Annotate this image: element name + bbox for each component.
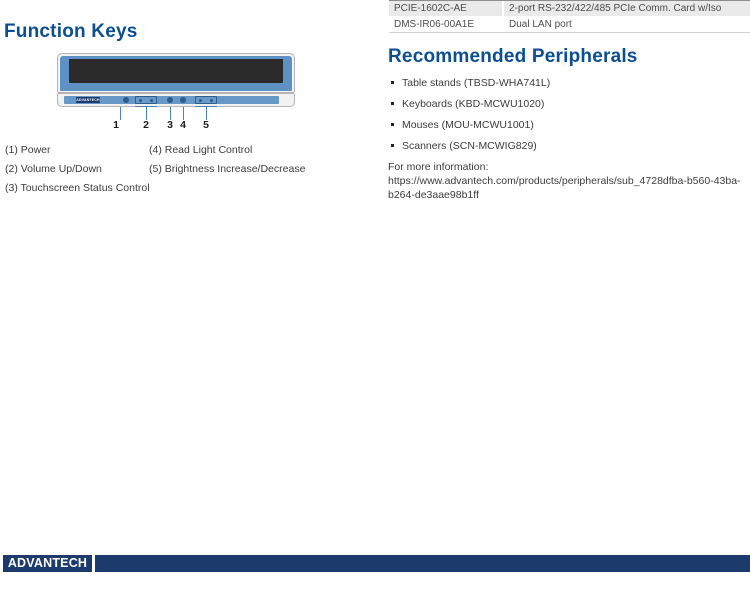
list-item-label: Table stands (TBSD-WHA741L): [402, 77, 551, 89]
monitor-bezel: [57, 53, 295, 93]
bullet-icon: [391, 102, 394, 105]
list-item-mouses: [391, 119, 534, 131]
legend-read-light: (4) Read Light Control: [149, 144, 253, 156]
bullet-icon: [391, 123, 394, 126]
description-cell: 2-port RS-232/422/485 PCIe Comm. Card w/Iso: [504, 1, 750, 16]
touchscreen-status-button-icon: [167, 97, 173, 103]
brightness-buttons-icon: [195, 96, 217, 104]
button-strip: [64, 96, 279, 104]
legend-brightness: (5) Brightness Increase/Decrease: [149, 163, 306, 175]
callout-number-3: 3: [167, 119, 173, 131]
legend-power: (1) Power: [5, 144, 51, 156]
part-number-cell: DMS-IR06-00A1E: [389, 17, 502, 32]
part-number-cell: PCIE-1602C-AE: [389, 1, 502, 16]
volume-buttons-icon: [135, 96, 157, 104]
table-row: [389, 17, 750, 33]
callout-number-1: 1: [113, 119, 119, 131]
front-panel-illustration: [57, 53, 295, 107]
accessories-table: [389, 0, 750, 33]
read-light-button-icon: [180, 97, 186, 103]
monitor-screen: [69, 59, 283, 83]
advantech-badge: ADVANTECH: [76, 98, 100, 102]
power-button-icon: [123, 97, 129, 103]
list-item-keyboards: [391, 98, 544, 110]
table-row: [389, 1, 750, 16]
callout-number-2: 2: [143, 119, 149, 131]
legend-volume: (2) Volume Up/Down: [5, 163, 102, 175]
callout-number-5: 5: [203, 119, 209, 131]
button-strip-bezel: [57, 93, 295, 107]
section-title-recommended-peripherals: Recommended Peripherals: [388, 46, 638, 67]
list-item-label: Scanners (SCN-MCWIG829): [402, 140, 537, 152]
legend-touchscreen: (3) Touchscreen Status Control: [5, 182, 150, 194]
list-item-label: Keyboards (KBD-MCWU1020): [402, 98, 545, 110]
footer-bar: [95, 555, 750, 572]
list-item-label: Mouses (MOU-MCWU1001): [402, 119, 534, 131]
advantech-logo: ADVANTECH: [3, 555, 92, 572]
monitor-frame: [60, 56, 292, 91]
callout-number-4: 4: [180, 119, 186, 131]
more-info-text: For more information: https://www.advantech.com/products/peripherals/sub_4728dfba-b560-43ba-b264-de3aae98b1ff: [388, 161, 741, 201]
section-title-function-keys: Function Keys: [4, 21, 138, 42]
list-item-scanners: [391, 140, 537, 152]
list-item-table-stands: [391, 77, 550, 89]
bullet-icon: [391, 81, 394, 84]
description-cell: Dual LAN port: [504, 17, 750, 32]
bullet-icon: [391, 144, 394, 147]
